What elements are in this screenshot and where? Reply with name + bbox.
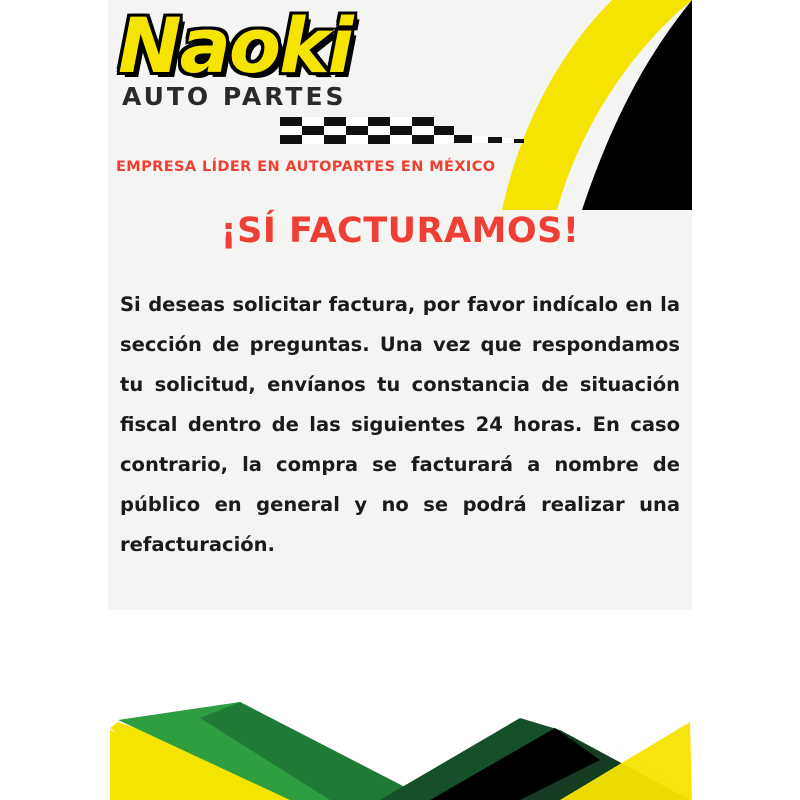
brand-subtitle: AUTO PARTES [122,82,347,111]
headline: ¡SÍ FACTURAMOS! [220,211,580,251]
bottom-decoration [0,610,800,800]
left-margin [0,0,108,800]
body-text: Si deseas solicitar factura, por favor indícalo en la sección de preguntas. Una vez que respondamos tu solicitud, envíanos tu constancia de situación fiscal dentro de las siguientes 24 horas. En caso contrario, la compra se facturará a nombre de público en general y no se podrá realizar una refacturación. [120,293,680,556]
brand-logo [108,0,692,175]
right-margin [692,0,800,800]
brand-name: Naoki [118,1,352,90]
poster-content [108,0,692,605]
racing-checker-flag-icon [280,115,530,149]
brand-tagline: EMPRESA LÍDER EN AUTOPARTES EN MÉXICO [116,159,496,175]
triangles-graphic [0,610,800,800]
